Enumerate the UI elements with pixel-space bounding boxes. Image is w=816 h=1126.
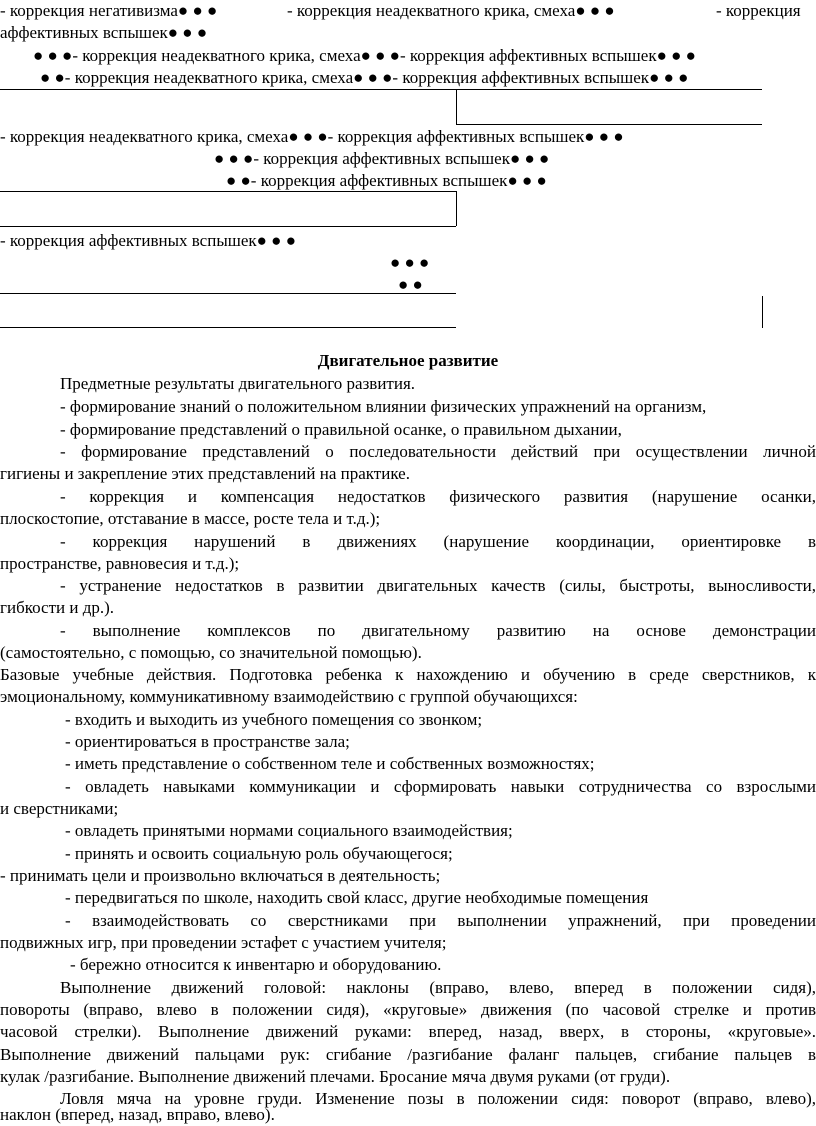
- bullet-dots: ● ● ●: [507, 171, 547, 190]
- bullet-dots: ● ●: [226, 171, 251, 190]
- fragment-text: ● ●- коррекция неадекватного крика, смеха● ● ●- коррекция аффективных вспышек● ● ●: [40, 68, 689, 87]
- divider-line: [456, 89, 457, 125]
- divider-line: [762, 296, 763, 328]
- list-item: - выполнение комплексов по двигательному развитию на основе демонстрации: [60, 621, 816, 640]
- intro-text: Предметные результаты двигательного развития.: [60, 374, 416, 393]
- base-actions-text: эмоциональному, коммуникативному взаимодействию с группой обучающихся:: [0, 687, 578, 706]
- list-item-cont: подвижных игр, при проведении эстафет с участием учителя;: [0, 933, 447, 952]
- list-item: - формирование представлений о последовательности действий при осуществлении личной: [60, 442, 816, 461]
- list-item: - формирование знаний о положительном влиянии физических упражнений на организм,: [60, 397, 707, 416]
- list-item: - иметь представление о собственном теле и собственных возможностях;: [65, 754, 595, 773]
- list-item: - овладеть навыками коммуникации и сформировать навыки сотрудничества со взрослыми: [65, 777, 816, 796]
- fragment-text: аффективных вспышек● ● ●: [0, 23, 208, 42]
- bullet-dots: ● ● ●: [353, 68, 393, 87]
- bullet-dots: ● ●: [40, 68, 65, 87]
- section-title: Двигательное развитие: [317, 351, 499, 370]
- list-item: - бережно относится к инвентарю и оборудованию.: [70, 955, 442, 974]
- divider-line: [0, 327, 456, 328]
- list-item: - коррекция нарушений в движениях (нарушение координации, ориентировке в: [60, 532, 816, 551]
- movement-text: наклон (вперед, назад, вправо, влево).: [0, 1105, 275, 1124]
- list-item: - коррекция и компенсация недостатков физического развития (нарушение осанки,: [60, 487, 816, 506]
- movement-text: кулак /разгибание. Выполнение движений плечами. Бросание мяча двумя руками (от груди).: [0, 1067, 671, 1086]
- list-item: - входить и выходить из учебного помещения со звонком;: [65, 710, 483, 729]
- movement-text: часовой стрелки). Выполнение движений руками: вперед, назад, вверх, в стороны, «круговые».: [0, 1022, 816, 1041]
- bullet-dots: ● ● ●: [390, 253, 430, 272]
- movement-text: повороты (вправо, влево в положении сидя), «круговые» движения (по часовой стрелке и против: [0, 1000, 816, 1019]
- bullet-dots: ● ● ●: [656, 46, 696, 65]
- bullet-dots: ● ●: [398, 275, 423, 294]
- fragment-text: - коррекция неадекватного крика, смеха● ● ●- коррекция аффективных вспышек● ● ●: [0, 127, 624, 146]
- bullet-dots: ● ● ●: [256, 231, 296, 250]
- bullet-dots: ● ● ●: [288, 127, 328, 146]
- list-item: - взаимодействовать со сверстниками при выполнении упражнений, при проведении: [65, 911, 816, 930]
- list-item: - ориентироваться в пространстве зала;: [65, 732, 350, 751]
- list-item-cont: гигиены и закрепление этих представлений на практике.: [0, 464, 410, 483]
- divider-line: [0, 89, 762, 90]
- bullet-dots: ● ● ●: [177, 1, 218, 20]
- divider-line: [0, 293, 456, 294]
- bullet-dots: ● ● ●: [33, 46, 73, 65]
- list-item: - овладеть принятыми нормами социального взаимодействия;: [65, 821, 513, 840]
- bullet-dots: ● ● ●: [649, 68, 689, 87]
- list-item: - передвигаться по школе, находить свой класс, другие необходимые помещения: [65, 888, 649, 907]
- fragment-text: ● ● ●- коррекция неадекватного крика, смеха● ● ●- коррекция аффективных вспышек● ● ●: [33, 46, 696, 65]
- bullet-dots: ● ● ●: [214, 149, 254, 168]
- fragment-text: - коррекция аффективных вспышек● ● ●: [0, 231, 296, 250]
- bullet-dots: ● ● ●: [360, 46, 400, 65]
- bullet-dots: ● ● ●: [167, 23, 208, 42]
- bullet-dots: ● ● ●: [509, 149, 550, 168]
- list-item-cont: гибкости и др.).: [0, 598, 115, 617]
- movement-text: Выполнение движений пальцами рук: сгибание /разгибание фаланг пальцев, сгибание пальцев в: [0, 1045, 816, 1064]
- fragment-text: ● ● ●- коррекция аффективных вспышек● ● ●: [214, 149, 550, 168]
- list-item: - принимать цели и произвольно включаться в деятельность;: [0, 866, 441, 885]
- list-item: - принять и освоить социальную роль обучающегося;: [65, 844, 453, 863]
- list-item: - формирование представлений о правильной осанке, о правильном дыхании,: [60, 420, 622, 439]
- bullet-dots: ● ● ●: [575, 1, 615, 20]
- bullet-dots: ● ● ●: [584, 127, 624, 146]
- divider-line: [0, 191, 456, 192]
- list-item: - устранение недостатков в развитии двигательных качеств (силы, быстроты, выносливости,: [60, 576, 816, 595]
- list-item-cont: (самостоятельно, с помощью, со значительной помощью).: [0, 643, 422, 662]
- fragment-text: - коррекция неадекватного крика, смеха● ● ●: [287, 1, 615, 20]
- divider-line: [456, 191, 457, 226]
- list-item-cont: и сверстниками;: [0, 799, 119, 818]
- fragment-text: ● ●- коррекция аффективных вспышек● ● ●: [226, 171, 547, 190]
- fragment-text: - коррекция: [716, 1, 801, 20]
- movement-text: Ловля мяча на уровне груди. Изменение позы в положении сидя: поворот (вправо, влево),: [60, 1089, 816, 1108]
- movement-text: Выполнение движений головой: наклоны (вправо, влево, вперед в положении сидя),: [60, 978, 816, 997]
- list-item-cont: плоскостопие, отставание в массе, росте тела и т.д.);: [0, 509, 381, 528]
- list-item-cont: пространстве, равновесия и т.д.);: [0, 554, 240, 573]
- divider-line: [456, 124, 762, 125]
- fragment-text: - коррекция негативизма● ● ●: [0, 1, 218, 20]
- divider-line: [0, 226, 456, 227]
- base-actions-text: Базовые учебные действия. Подготовка ребенка к нахождению и обучению в среде сверстников, к: [0, 665, 816, 684]
